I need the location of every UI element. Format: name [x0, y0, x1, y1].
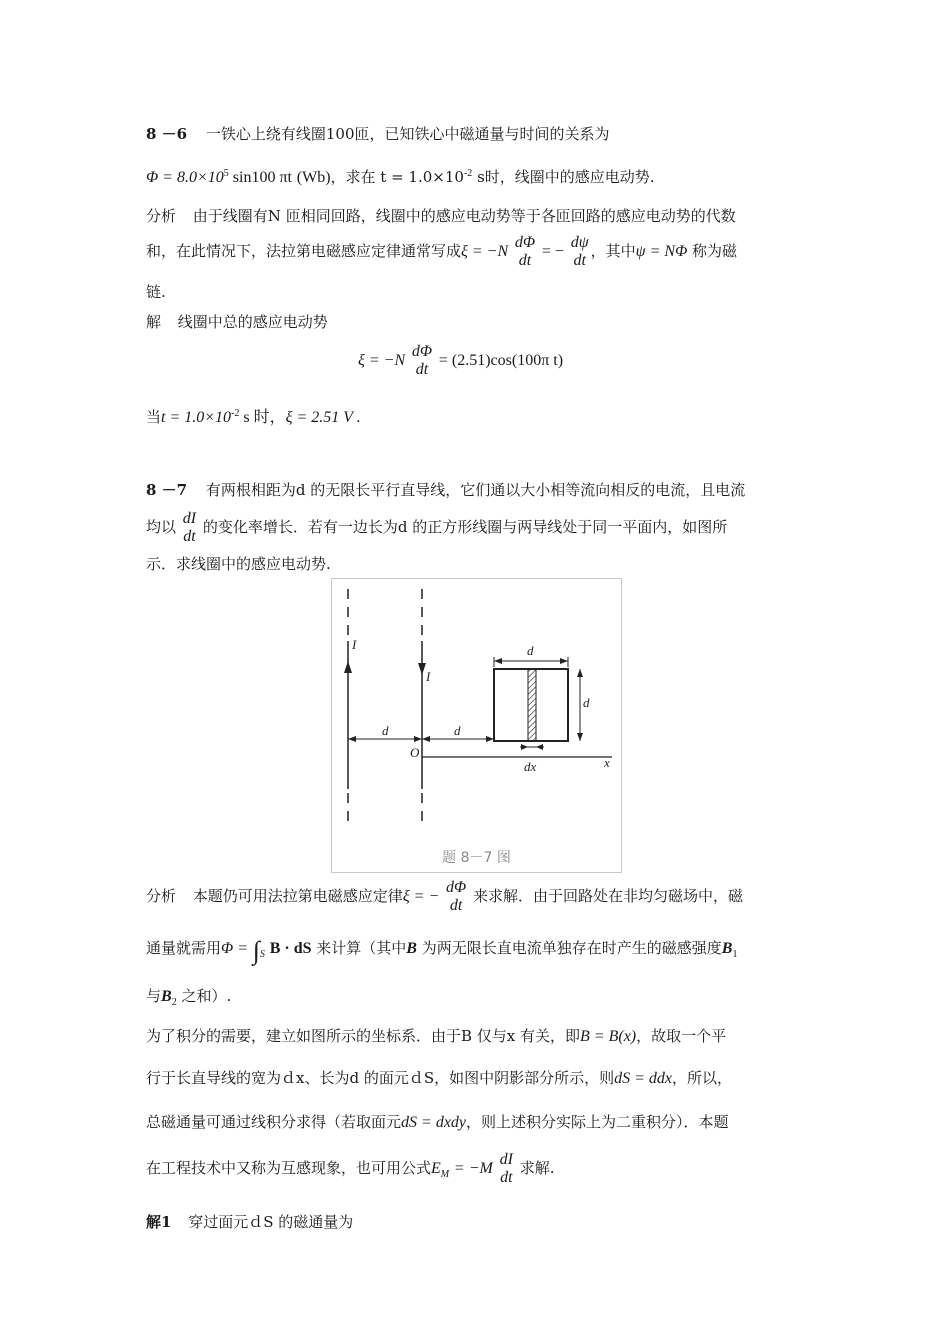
- solution-label: 解1: [146, 1213, 172, 1231]
- flux-formula: Φ = 8.0×10: [146, 169, 224, 186]
- label-x-axis: x: [604, 755, 610, 770]
- down-arrow-icon: [418, 663, 426, 675]
- analysis-label: 分析: [146, 887, 177, 905]
- result-8-6: 当$t = 1.0\times 10^{-2}$ s 时，ξ = 2.51 V .: [146, 408, 361, 426]
- label-dx: dx: [524, 759, 537, 774]
- fraction-dphi-dt: dΦ dt: [514, 234, 536, 269]
- para2-line4: 在工程技术中又称为互感现象，也可用公式$E_M = -M$ dI dt 求解.: [146, 1151, 555, 1186]
- label-d-top: d: [527, 643, 534, 658]
- problem-number: 8 －7: [146, 481, 188, 499]
- label-I-right: I: [426, 669, 431, 684]
- label-d-middle: d: [454, 723, 461, 738]
- para2-line1: 为了积分的需要，建立如图所示的坐标系．由于B 仅与x 有关，即B = B(x)，故取一个平: [146, 1027, 727, 1045]
- fraction-dI-dt: dI dt: [182, 510, 197, 545]
- figure-8-7: [331, 578, 622, 873]
- analysis-8-6-line2: 和，在此情况下，法拉第电磁感应定律通常写成ξ = −N dΦ dt = − dψ dt ，其中ψ = NΦ 称为磁: [146, 234, 738, 269]
- analysis-label: 分析: [146, 207, 177, 225]
- solution-label: 解: [146, 313, 162, 331]
- analysis-8-6-line1: 分析 由于线圈有N 匝相同回路，线圈中的感应电动势等于各匝回路的感应电动势的代数: [146, 207, 736, 225]
- problem-text: 一铁心上绕有线圈100匝，已知铁心中磁通量与时间的关系为: [205, 125, 610, 143]
- problem-8-7-line3: 示．求线圈中的感应电动势.: [146, 555, 331, 573]
- area-element-shaded: [528, 669, 536, 741]
- analysis-8-6-line3: 链.: [146, 283, 166, 301]
- solution-8-6-line1: 解 线圈中总的感应电动势: [146, 313, 328, 331]
- label-I-left: I: [352, 637, 357, 652]
- up-arrow-icon: [344, 661, 352, 673]
- analysis-8-7-line2: 通量就需用$\Phi = \int_S$ B · dS 来计算（其中B 为两无限长直电流单独存在时产生的磁感强度$B_1$: [146, 936, 738, 965]
- label-d-side: d: [583, 695, 590, 710]
- problem-8-7-line2: 均以 dI dt 的变化率增长．若有一边长为d 的正方形线圈与两导线处于同一平面内，如图所: [146, 510, 728, 545]
- analysis-8-7-line3: 与$B_2$ 之和）.: [146, 987, 232, 1008]
- problem-number: 8 －6: [146, 125, 188, 143]
- label-origin: O: [410, 745, 420, 760]
- problem-8-6-line1: [146, 124, 610, 144]
- flux-unit: (Wb): [296, 169, 331, 186]
- problem-8-6-line2: $\Phi = 8.0\times 10^5$ sin100 πt (Wb)，求在 $t = 1.0\times 10^{-2}$ s时，线圈中的感应电动势.: [146, 168, 655, 186]
- analysis-8-7-line1: 分析 本题仍可用法拉第电磁感应定律ξ = − dΦ dt 来求解．由于回路处在非均匀磁场中，磁: [146, 879, 744, 914]
- problem-8-7-line1: 8 －7 有两根相距为d 的无限长平行直导线，它们通以大小相等流向相反的电流，且电流: [146, 481, 746, 499]
- label-d-left: d: [382, 723, 389, 738]
- para2-line3: 总磁通量可通过线积分求得（若取面元dS = dxdy，则上述积分实际上为二重积分）．本题: [146, 1113, 729, 1131]
- fraction-dpsi-dt: dψ dt: [570, 234, 589, 269]
- figure-diagram: [332, 579, 621, 872]
- figure-caption: 题 8－7 图: [442, 850, 511, 866]
- emf-equation: ξ = −N dΦ dt = (2.51)cos(100π t): [358, 343, 564, 378]
- para2-line2: 行于长直导线的宽为ｄx、长为d 的面元ｄS，如图中阴影部分所示，则dS = ddx，所以，: [146, 1069, 733, 1087]
- solution-8-7-line1: 解1 穿过面元ｄS 的磁通量为: [146, 1213, 354, 1231]
